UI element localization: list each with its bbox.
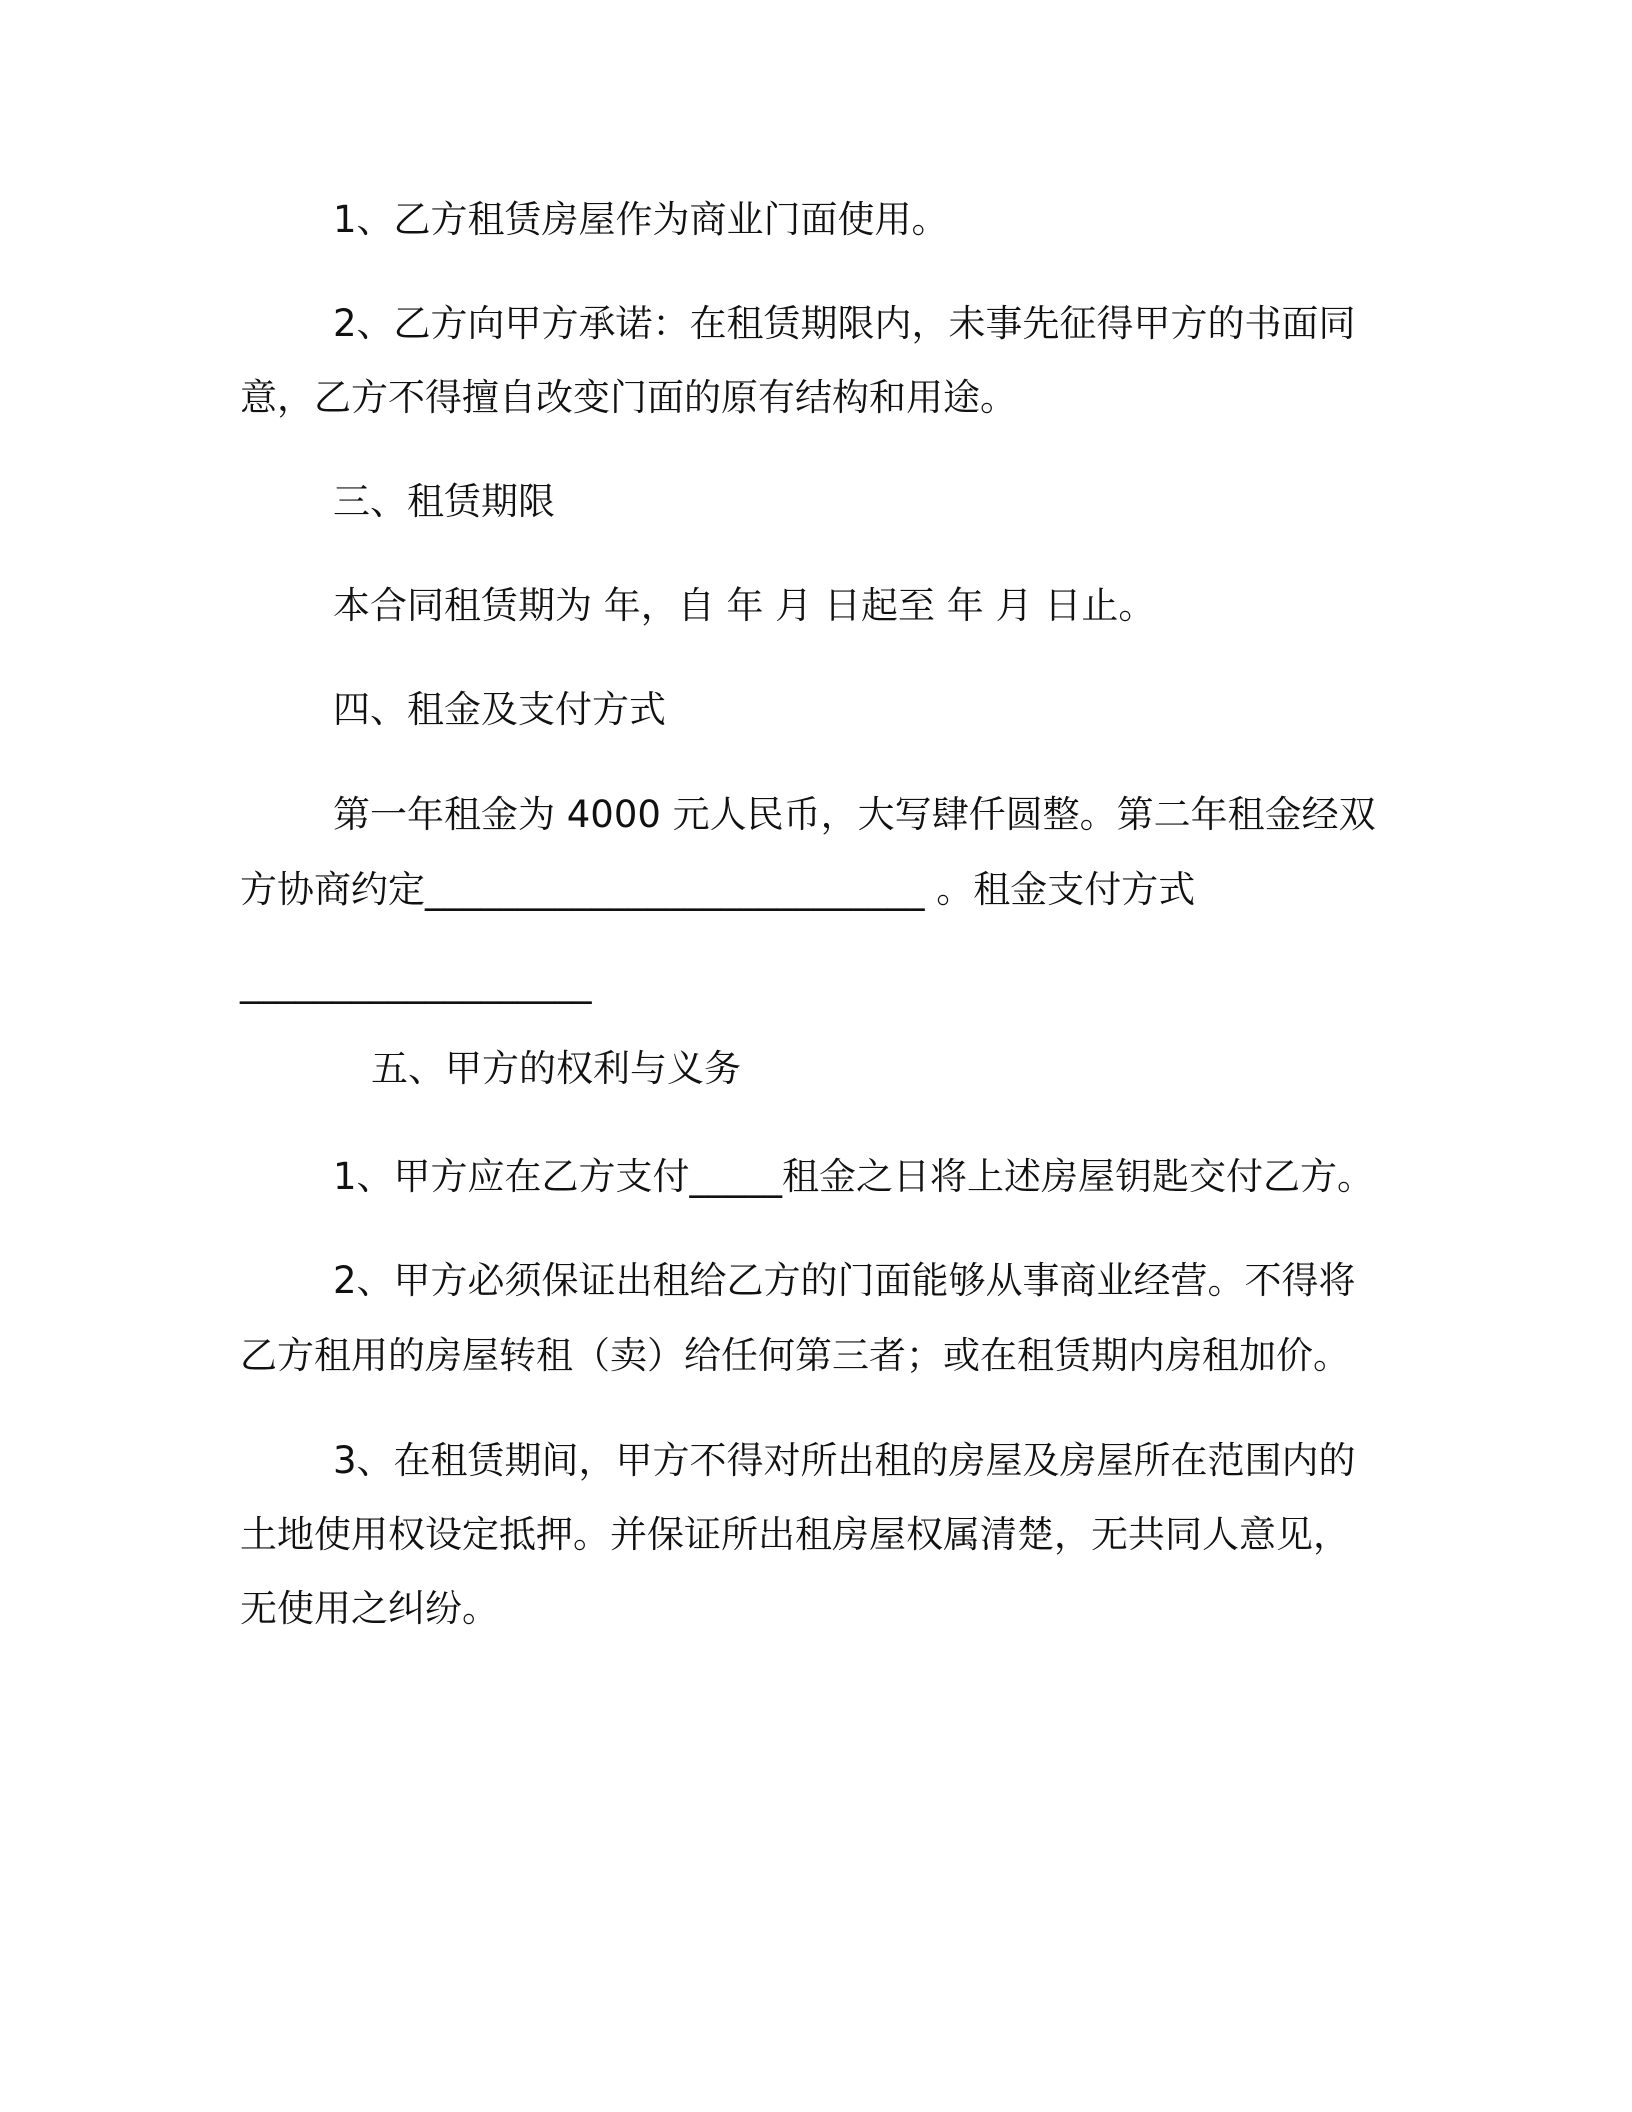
- clause-5-3-line-2: 土地使用权设定抵押。并保证所出租房屋权属清楚，无共同人意见，: [240, 1513, 1350, 1556]
- section-4-heading: 四、租金及支付方式: [333, 688, 666, 731]
- clause-5-3-line-3: 无使用之纠纷。: [240, 1587, 499, 1630]
- clause-5-2-line-1: 2、甲方必须保证出租给乙方的门面能够从事商业经营。不得将: [333, 1259, 1356, 1302]
- payment-method-blank: ___________________: [240, 961, 592, 1004]
- section-3-heading: 三、租赁期限: [333, 480, 555, 523]
- section-5-heading: 五、甲方的权利与义务: [371, 1047, 741, 1090]
- clause-5-1-line: 1、甲方应在乙方支付_____租金之日将上述房屋钥匙交付乙方。: [333, 1155, 1375, 1198]
- clause-2-1-line: 1、乙方租赁房屋作为商业门面使用。: [333, 198, 949, 241]
- clause-2-2-line-1: 2、乙方向甲方承诺：在租赁期限内，未事先征得甲方的书面同: [333, 302, 1356, 345]
- rent-line-2: 方协商约定___________________________ 。租金支付方式: [240, 868, 1196, 911]
- clause-2-2-line-2: 意，乙方不得擅自改变门面的原有结构和用途。: [240, 376, 1017, 419]
- clause-5-2-line-2: 乙方租用的房屋转租（卖）给任何第三者；或在租赁期内房租加价。: [240, 1334, 1350, 1377]
- lease-term-line: 本合同租赁期为 年，自 年 月 日起至 年 月 日止。: [333, 584, 1156, 627]
- rent-line-1: 第一年租金为 4000 元人民币，大写肆仟圆整。第二年租金经双: [333, 793, 1376, 836]
- clause-5-3-line-1: 3、在租赁期间，甲方不得对所出租的房屋及房屋所在范围内的: [333, 1439, 1356, 1482]
